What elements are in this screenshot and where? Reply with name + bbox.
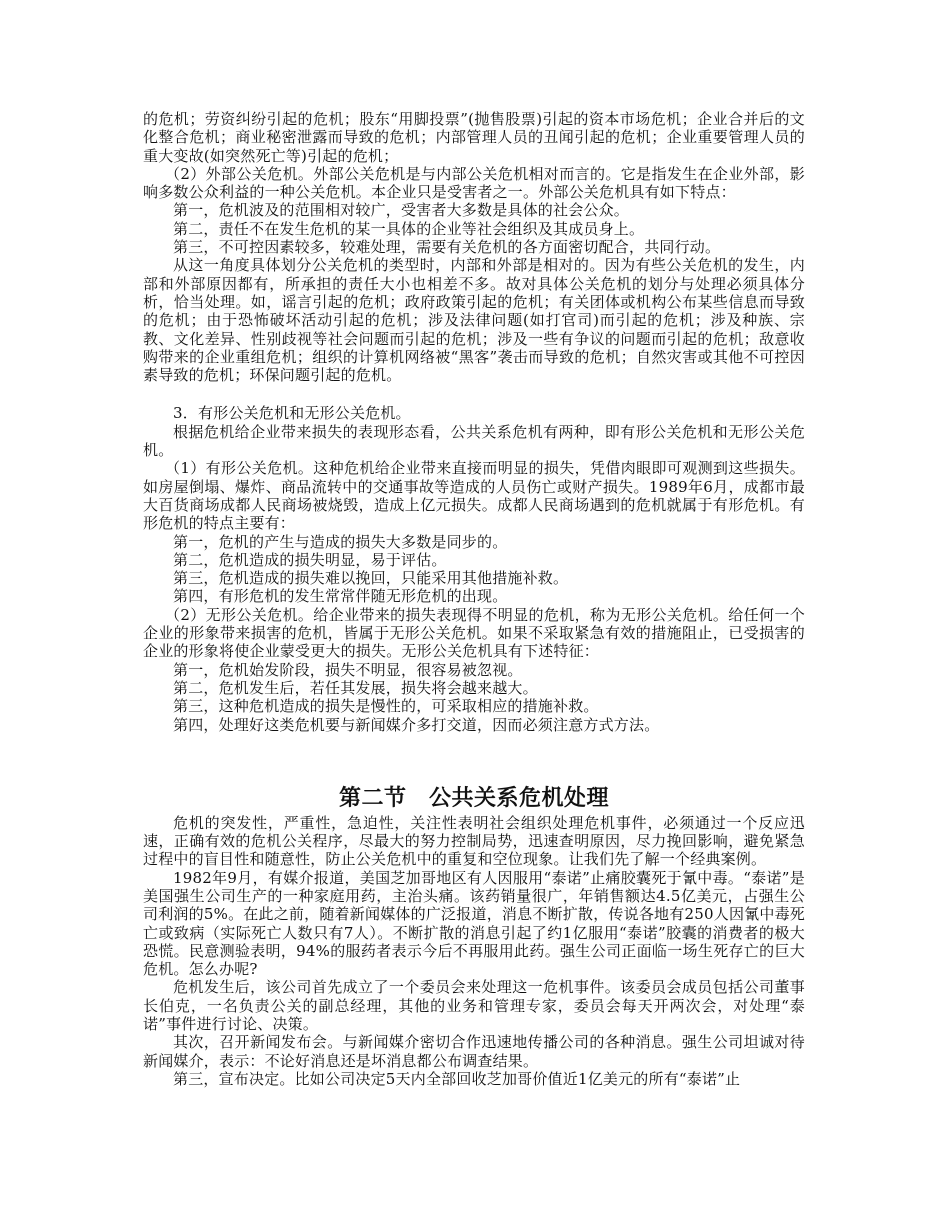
paragraph-relative-classification: 从这一角度具体划分公关危机的类型时，内部和外部是相对的。因为有些公关危机的发生，内部和外部原因都有，所承担的责任大小也相差不多。故对具体公关危机的划分与处理必须具体分析，恰当处理。如，谣言引起的危机；政府政策引起的危机；有关团体或机构公布某些信息而导致的危机；由于恐怖破坏活动引起的危机；涉及法律问题(如打官司)而引起的危机；涉及种族、宗教、文化差异、性别歧视等社会问题而引起的危机；涉及一些有争议的问题而引起的危机；敌意收购带来的企业重组危机；组织的计算机网络被“黑客”袭击而导致的危机；自然灾害或其他不可控因素导致的危机；环保问题引起的危机。 [143, 256, 805, 385]
paragraph-tangible-crisis: （1）有形公关危机。这种危机给企业带来直接而明显的损失，凭借肉眼即可观测到这些损失。如房屋倒塌、爆炸、商品流转中的交通事故等造成的人员伤亡或财产损失。1989年6月，成都市最大百货商场成都人民商场被烧毁，造成上亿元损失。成都人民商场遇到的危机就属于有形危机。有形危机的特点主要有： [143, 459, 805, 533]
section-title: 第二节 公共关系危机处理 [338, 784, 609, 811]
point-external-2: 第二，责任不在发生危机的某一具体的企业等社会组织及其成员身上。 [173, 219, 645, 238]
point-tangible-3: 第三，危机造成的损失难以挽回，只能采用其他措施补救。 [173, 569, 569, 588]
spacer [143, 384, 805, 404]
point-intangible-2: 第二，危机发生后，若任其发展，损失将会越来越大。 [173, 678, 538, 697]
point-intangible-3: 第三，这种危机造成的损失是慢性的，可采取相应的措施补救。 [173, 697, 599, 716]
point-intangible-1: 第一，危机始发阶段，损失不明显，很容易被忽视。 [173, 660, 523, 679]
paragraph-external-crisis: （2）外部公关危机。外部公关危机是与内部公关危机相对而言的。它是指发生在企业外部，影响多数公众利益的一种公关危机。本企业只是受害者之一。外部公关危机具有如下特点： [143, 164, 805, 202]
heading-tangible-intangible: 3．有形公关危机和无形公关危机。 [173, 404, 411, 423]
paragraph-press-conference: 其次，召开新闻发布会。与新闻媒介密切合作迅速地传播公司的各种消息。强生公司坦诚对待新闻媒介，表示：不论好消息还是坏消息都公布调查结果。 [143, 1033, 805, 1070]
document-page [143, 110, 805, 1088]
point-intangible-4: 第四，处理好这类危机要与新闻媒介多打交道，因而必须注意方式方法。 [173, 715, 660, 734]
paragraph-announce-decision: 第三，宣布决定。比如公司决定5天内全部回收芝加哥价值近1亿美元的所有“泰诺”止 [173, 1069, 741, 1088]
point-external-3: 第三，不可控因素较多，较难处理，需要有关危机的各方面密切配合，共同行动。 [173, 238, 721, 257]
paragraph-crisis-list-end: 的危机；劳资纠纷引起的危机；股东“用脚投票”(抛售股票)引起的资本市场危机；企业合并后的文化整合危机；商业秘密泄露而导致的危机；内部管理人员的丑闻引起的危机；企业重要管理人员的重大变故(如突然死亡等)引起的危机； [143, 110, 805, 165]
paragraph-committee: 危机发生后，该公司首先成立了一个委员会来处理这一危机事件。该委员会成员包括公司董事长伯克，一名负责公关的副总经理，其他的业务和管理专家，委员会每天开两次会，对处理“泰诺”事件进行讨论、决策。 [143, 978, 805, 1034]
point-tangible-4: 第四，有形危机的发生常常伴随无形危机的出现。 [173, 587, 508, 606]
point-tangible-1: 第一，危机的产生与造成的损失大多数是同步的。 [173, 532, 508, 551]
paragraph-intangible-crisis: （2）无形公关危机。给企业带来的损失表现得不明显的危机，称为无形公关危机。给任何一个企业的形象带来损害的危机，皆属于无形公关危机。如果不采取紧急有效的措施阻止，已受损害的企业的形象将使企业蒙受更大的损失。无形公关危机具有下述特征： [143, 605, 805, 661]
point-tangible-2: 第二，危机造成的损失明显，易于评估。 [173, 550, 447, 569]
paragraph-crisis-handling-intro: 危机的突发性，严重性，急迫性，关注性表明社会组织处理危机事件，必须通过一个反应迅速，正确有效的危机公关程序，尽最大的努力控制局势，迅速查明原因，尽力挽回影响，避免紧急过程中的盲目性和随意性，防止公关危机中的重复和空位现象。让我们先了解一个经典案例。 [143, 813, 805, 869]
paragraph-tylenol-case: 1982年9月，有媒介报道，美国芝加哥地区有人因服用“泰诺”止痛胶囊死于氰中毒。“泰诺”是美国强生公司生产的一种家庭用药，主治头痛。该药销量很广，年销售额达4.5亿美元，占强生公司利润的5%。在此之前，随着新闻媒体的广泛报道，消息不断扩散，传说各地有250人因氰中毒死亡或致病（实际死亡人数只有7人）。不断扩散的消息引起了约1亿服用“泰诺”胶囊的消费者的极大恐慌。民意测验表明，94%的服药者表示今后不再服用此药。强生公司正面临一场生死存亡的巨大危机。怎么办呢? [143, 868, 805, 979]
spacer [143, 734, 805, 784]
point-external-1: 第一，危机波及的范围相对较广，受害者大多数是具体的社会公众。 [173, 201, 630, 220]
paragraph-tangible-intro: 根据危机给企业带来损失的表现形态看，公共关系危机有两种，即有形公关危机和无形公关危机。 [143, 422, 805, 460]
